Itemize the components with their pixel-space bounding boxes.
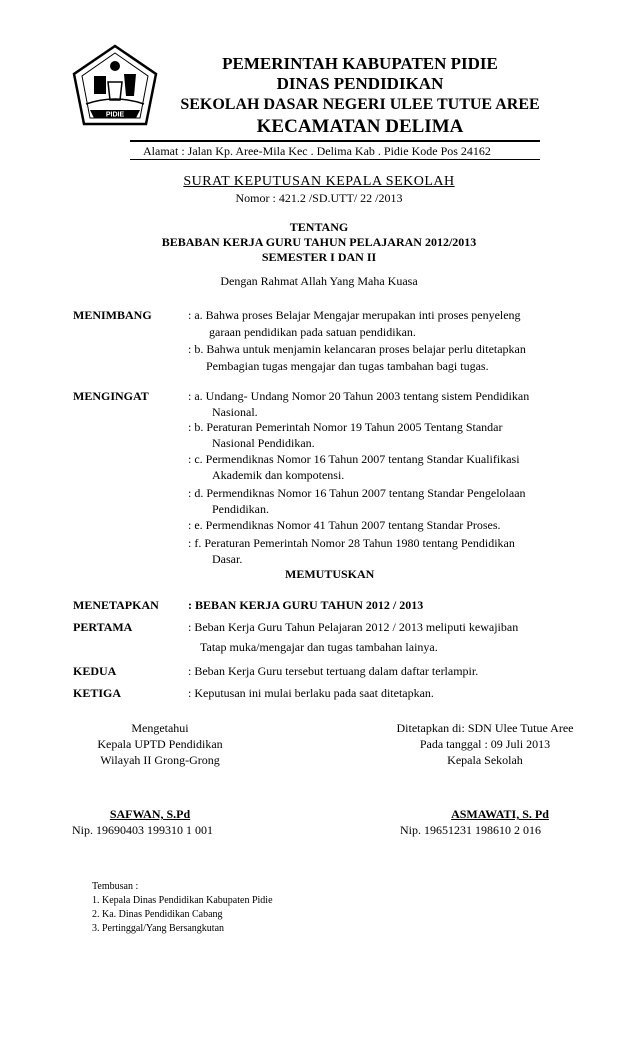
menetapkan-text: : BEBAN KERJA GURU TAHUN 2012 / 2013 xyxy=(188,598,424,612)
signature-left-line2: Kepala UPTD Pendidikan xyxy=(97,737,223,751)
tentang-label: TENTANG xyxy=(289,220,349,234)
letterhead xyxy=(150,54,570,138)
mengingat-a-cont: Nasional. xyxy=(212,405,258,419)
memutuskan-heading: MEMUTUSKAN xyxy=(285,567,375,581)
signature-left-line3: Wilayah II Grong-Grong xyxy=(100,753,220,767)
signature-right-line1: Ditetapkan di: SDN Ulee Tutue Aree xyxy=(396,721,574,735)
ketiga-label: KETIGA xyxy=(73,686,122,700)
letterhead-line4: KECAMATAN DELIMA xyxy=(256,116,464,137)
tembusan-item: 3. Pertinggal/Yang Bersangkutan xyxy=(92,923,225,934)
semester-line: SEMESTER I DAN II xyxy=(261,250,377,264)
signature-right-line2: Pada tanggal : 09 Juli 2013 xyxy=(419,737,551,751)
pidie-logo-icon xyxy=(72,44,158,130)
tembusan-item: 2. Ka. Dinas Pendidikan Cabang xyxy=(92,909,223,920)
mengingat-f: : f. Peraturan Pemerintah Nomor 28 Tahun 1980 tentang Pendidikan xyxy=(188,536,515,550)
letterhead-line2: DINAS PENDIDIKAN xyxy=(276,74,444,93)
pertama-label: PERTAMA xyxy=(73,620,133,634)
mengingat-d: : d. Permendiknas Nomor 16 Tahun 2007 tentang Standar Pengelolaan xyxy=(188,486,526,500)
tembusan-block xyxy=(92,880,273,936)
mengingat-f-cont: Dasar. xyxy=(212,552,243,566)
kedua-label: KEDUA xyxy=(73,664,117,678)
decree-number: Nomor : 421.2 /SD.UTT/ 22 /2013 xyxy=(235,191,403,205)
mengingat-label: MENGINGAT xyxy=(73,389,149,403)
ketiga-text: : Keputusan ini mulai berlaku pada saat ditetapkan. xyxy=(188,686,434,700)
letterhead-line3: SEKOLAH DASAR NEGERI ULEE TUTUE AREE xyxy=(180,96,540,113)
signature-left-header xyxy=(80,720,240,768)
menimbang-b: : b. Bahwa untuk menjamin kelancaran proses belajar perlu ditetapkan xyxy=(188,342,526,356)
logo-text: PIDIE xyxy=(105,111,125,119)
address: Alamat : Jalan Kp. Aree-Mila Kec . Delima Kab . Pidie Kode Pos 24162 xyxy=(143,144,491,158)
letterhead-divider-bottom xyxy=(130,159,540,160)
mengingat-d-cont: Pendidikan. xyxy=(212,502,269,516)
signature-right-line3: Kepala Sekolah xyxy=(447,753,523,767)
decree-subject xyxy=(0,220,638,265)
signature-right-header xyxy=(380,720,590,768)
kedua-text: : Beban Kerja Guru tersebut tertuang dalam daftar terlampir. xyxy=(188,664,479,678)
menimbang-a-cont: garaan pendidikan pada satuan pendidikan. xyxy=(209,325,416,339)
signature-right-name: ASMAWATI, S. Pd xyxy=(451,807,549,821)
mengingat-b: : b. Peraturan Pemerintah Nomor 19 Tahun 2005 Tentang Standar xyxy=(188,420,503,434)
opening-phrase: Dengan Rahmat Allah Yang Maha Kuasa xyxy=(220,274,418,288)
signature-left-name: SAFWAN, S.Pd xyxy=(109,807,191,821)
menetapkan-label: MENETAPKAN xyxy=(73,598,159,612)
mengingat-b-cont: Nasional Pendidikan. xyxy=(212,436,315,450)
letterhead-divider-top xyxy=(130,140,540,142)
menimbang-a: : a. Bahwa proses Belajar Mengajar merupakan inti proses penyeleng xyxy=(188,308,521,322)
signature-left-nip: Nip. 19690403 199310 1 001 xyxy=(72,823,213,837)
menimbang-label: MENIMBANG xyxy=(73,308,152,322)
pertama-text: : Beban Kerja Guru Tahun Pelajaran 2012 / 2013 meliputi kewajiban xyxy=(188,620,519,634)
signature-right-nip: Nip. 19651231 198610 2 016 xyxy=(400,823,541,837)
pertama-text-cont: Tatap muka/mengajar dan tugas tambahan lainya. xyxy=(200,640,438,654)
decree-title-text: SURAT KEPUTUSAN KEPALA SEKOLAH xyxy=(183,174,455,189)
mengingat-c-cont: Akademik dan kompotensi. xyxy=(212,468,345,482)
letterhead-line1: PEMERINTAH KABUPATEN PIDIE xyxy=(222,54,498,73)
subject-line: BEBABAN KERJA GURU TAHUN PELAJARAN 2012/2013 xyxy=(161,235,477,249)
menimbang-b-cont: Pembagian tugas mengajar dan tugas tambahan bagi tugas. xyxy=(206,359,489,373)
mengingat-e: : e. Permendiknas Nomor 41 Tahun 2007 tentang Standar Proses. xyxy=(188,518,501,532)
tembusan-item: 1. Kepala Dinas Pendidikan Kabupaten Pidie xyxy=(92,895,273,906)
signature-left-line1: Mengetahui xyxy=(131,721,189,735)
decree-title xyxy=(0,174,638,190)
mengingat-c: : c. Permendiknas Nomor 16 Tahun 2007 tentang Standar Kualifikasi xyxy=(188,452,520,466)
tembusan-label: Tembusan : xyxy=(92,881,139,892)
mengingat-a: : a. Undang- Undang Nomor 20 Tahun 2003 tentang sistem Pendidikan xyxy=(188,389,530,403)
